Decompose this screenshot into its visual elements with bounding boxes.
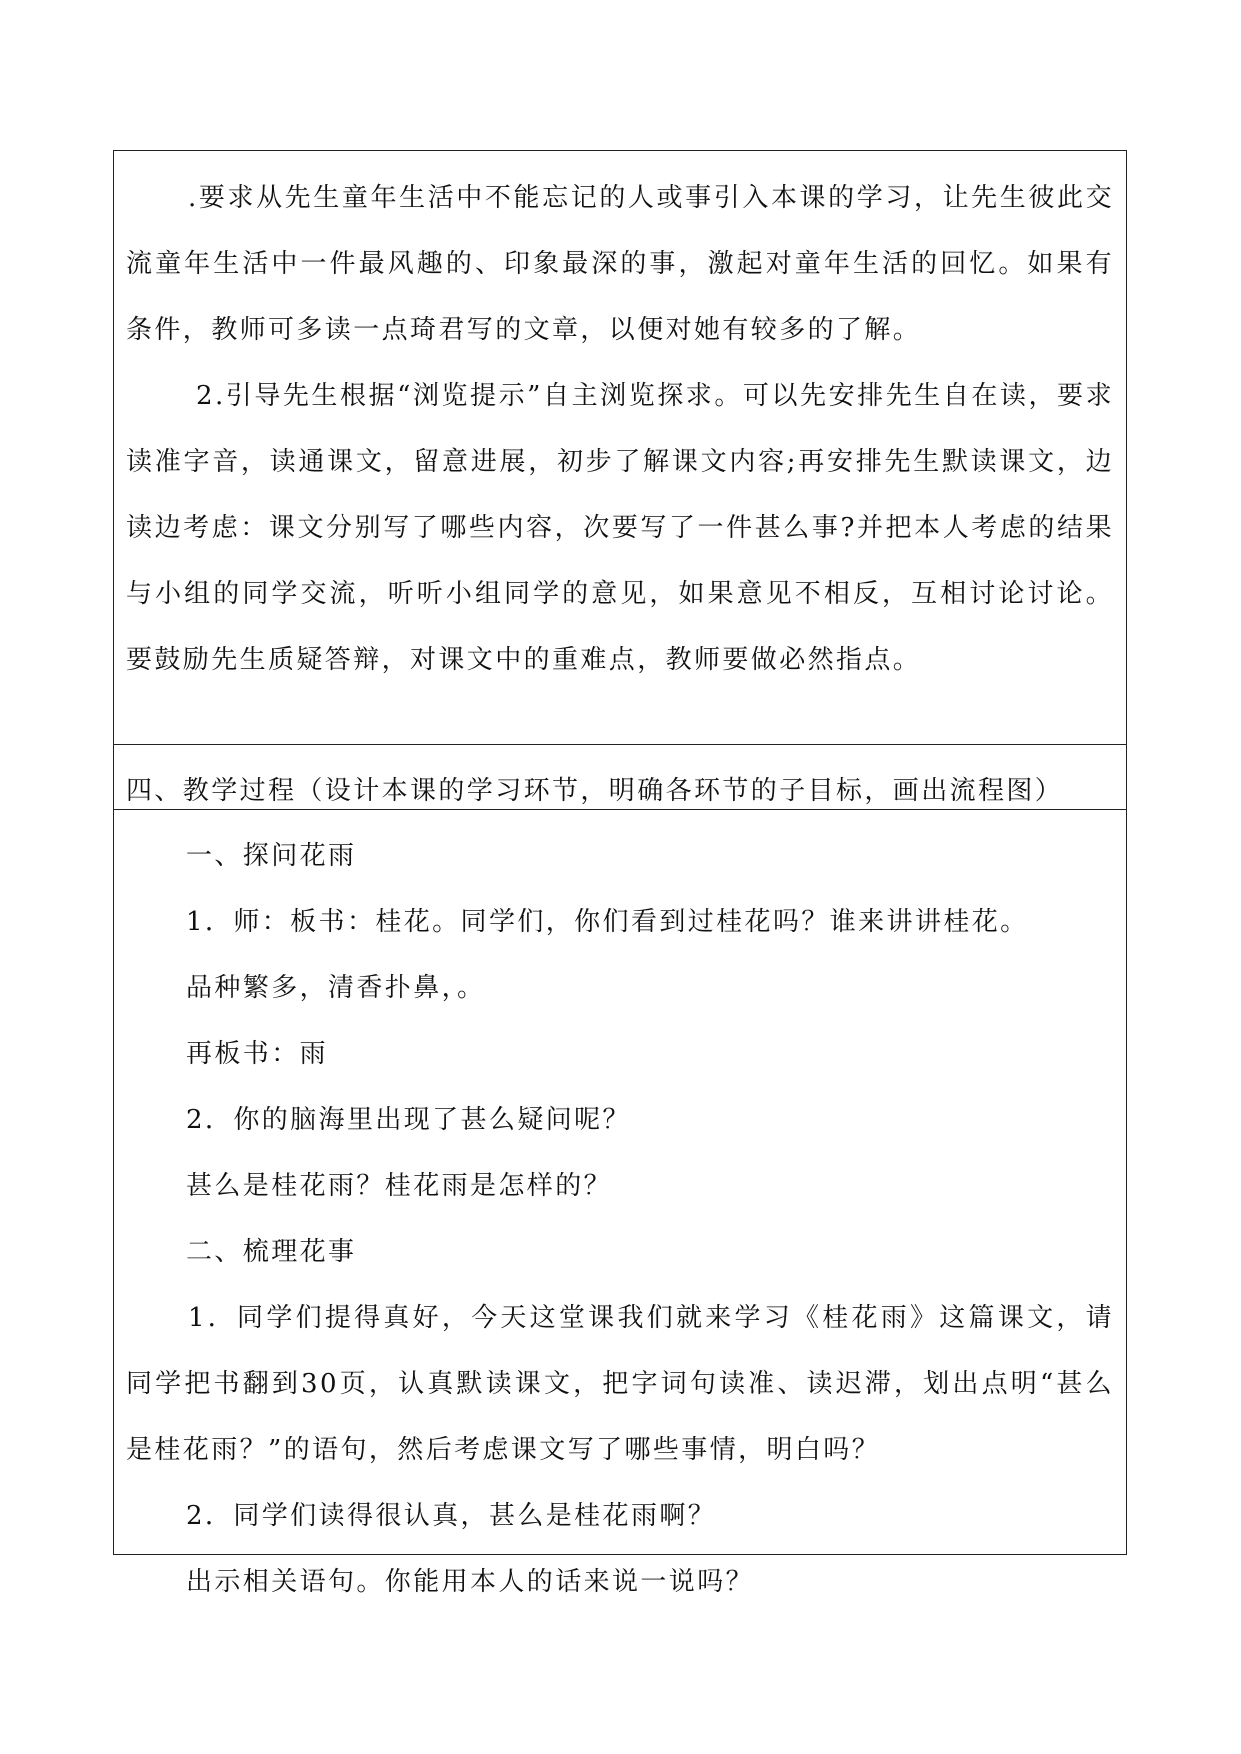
step-2-note-1: 出示相关语句。你能用本人的话来说一说吗？ (186, 1567, 755, 1597)
step-1-note-2: 再板书：雨 (186, 1039, 329, 1069)
teaching-suggestions-cell (114, 151, 1126, 744)
step-2-item-1: 1．同学们提得真好，今天这堂课我们就来学习《桂花雨》这篇课文，请同学把书翻到30页，认真默读课文，把字词句读准、读迟滞，划出点明“甚么是桂花雨？”的语句，然后考虑课文写了哪些事情，明白吗？ (126, 1303, 1114, 1465)
teaching-process-cell (114, 809, 1126, 1597)
step-1-note-1: 品种繁多，清香扑鼻，。 (186, 973, 486, 1003)
step-1-title: 一、探问花雨 (186, 841, 357, 871)
suggestion-paragraph-1: .要求从先生童年生活中不能忘记的人或事引入本课的学习，让先生彼此交流童年生活中一件最风趣的、印象最深的事，激起对童年生活的回忆。如果有条件，教师可多读一点琦君写的文章，以便对她有较多的了解。 (126, 183, 1114, 345)
step-2-item-2: 2．同学们读得很认真，甚么是桂花雨啊？ (186, 1501, 717, 1531)
step-1-item-1: 1．师：板书：桂花。同学们，你们看到过桂花吗？谁来讲讲桂花。 (186, 907, 1029, 937)
section-header-cell (114, 744, 1126, 809)
section-header: 四、教学过程（设计本课的学习环节，明确各环节的子目标，画出流程图） (126, 776, 1064, 806)
lesson-plan-table (113, 150, 1127, 1597)
step-2-title: 二、梳理花事 (186, 1237, 357, 1267)
step-1-note-3: 甚么是桂花雨？桂花雨是怎样的？ (186, 1171, 613, 1201)
step-1-item-2: 2．你的脑海里出现了甚么疑问呢？ (186, 1105, 631, 1135)
suggestion-paragraph-2: 2.引导先生根据“浏览提示”自主浏览探求。可以先安排先生自在读，要求读准字音，读通课文，留意进展，初步了解课文内容;再安排先生默读课文，边读边考虑：课文分别写了哪些内容，次要写了一件甚么事?并把本人考虑的结果与小组的同学交流，听听小组同学的意见，如果意见不相反，互相讨论讨论。要鼓励先生质疑答辩，对课文中的重难点，教师要做必然指点。 (126, 381, 1114, 675)
